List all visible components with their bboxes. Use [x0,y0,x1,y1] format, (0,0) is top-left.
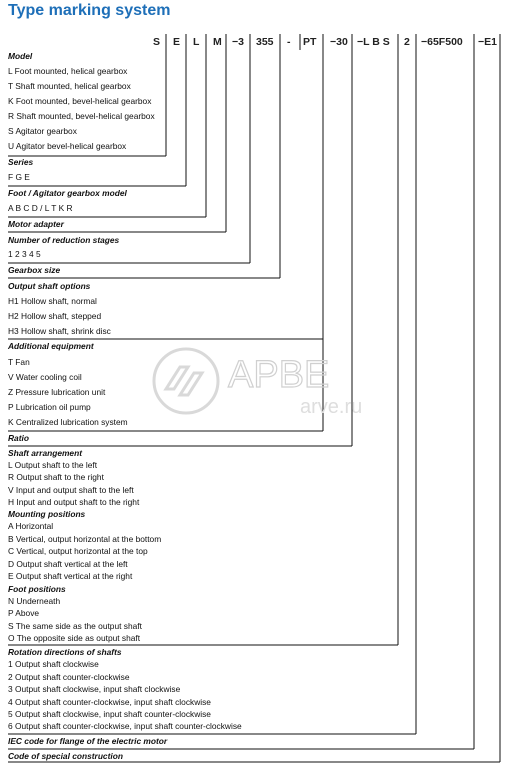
motor-adapter-heading: Motor adapter [8,219,64,229]
equipment-heading: Additional equipment [8,341,94,351]
rotation-item: 5 Output shaft clockwise, input shaft counter-clockwise [8,709,211,719]
model-heading: Model [8,51,33,61]
code-part-s: S [153,36,161,48]
ratio-heading: Ratio [8,433,29,443]
shaft-arrangement-heading: Shaft arrangement [8,448,82,458]
model-item: S Agitator gearbox [8,126,77,136]
shaft-arrangement-item: H Input and output shaft to the right [8,497,140,507]
output-shaft-heading: Output shaft options [8,281,91,291]
equipment-item: V Water cooling coil [8,372,82,382]
rotation-item: 2 Output shaft counter-clockwise [8,672,130,682]
stages-item: 1 2 3 4 5 [8,249,41,259]
foot-positions-item: S The same side as the output shaft [8,621,142,631]
mounting-heading: Mounting positions [8,509,86,519]
iec-heading: IEC code for flange of the electric motor [8,736,168,746]
equipment-item: K Centralized lubrication system [8,417,128,427]
stages-heading: Number of reduction stages [8,235,120,245]
output-shaft-item: H1 Hollow shaft, normal [8,296,97,306]
equipment-item: Z Pressure lubrication unit [8,387,106,397]
foot-model-item: A B C D / L T K R [8,203,73,213]
model-item: T Shaft mounted, helical gearbox [8,81,131,91]
code-part-ratio: −30 [330,36,348,48]
shaft-arrangement-item: R Output shaft to the right [8,472,104,482]
shaft-arrangement-item: L Output shaft to the left [8,460,98,470]
model-item: K Foot mounted, bevel-helical gearbox [8,96,152,106]
mounting-item: A Horizontal [8,521,54,531]
series-heading: Series [8,157,34,167]
output-shaft-item: H2 Hollow shaft, stepped [8,311,102,321]
watermark-logo [150,345,390,425]
foot-positions-heading: Foot positions [8,584,66,594]
shaft-arrangement-item: V Input and output shaft to the left [8,485,134,495]
watermark-brand: АРВЕ [228,354,330,396]
rotation-item: 4 Output shaft counter-clockwise, input shaft clockwise [8,697,211,707]
foot-positions-item: N Underneath [8,596,61,606]
rotation-item: 3 Output shaft clockwise, input shaft clockwise [8,684,181,694]
mounting-item: B Vertical, output horizontal at the bottom [8,534,162,544]
rotation-item: 1 Output shaft clockwise [8,659,99,669]
code-part-m: M [213,36,222,48]
code-part-size: 355 [256,36,274,48]
code-part-iec: −65F500 [421,36,463,48]
model-item: U Agitator bevel-helical gearbox [8,141,127,151]
output-shaft-item: H3 Hollow shaft, shrink disc [8,326,111,336]
code-part-special: −E1 [478,36,497,48]
code-part-rotation: 2 [404,36,410,48]
foot-positions-item: P Above [8,608,40,618]
rotation-heading: Rotation directions of shafts [8,647,122,657]
rotation-item: 6 Output shaft counter-clockwise, input shaft counter-clockwise [8,721,242,731]
equipment-item: P Lubrication oil pump [8,402,91,412]
page-title: Type marking system [8,2,171,19]
gearbox-size-heading: Gearbox size [8,265,61,275]
mounting-item: D Output shaft vertical at the left [8,559,128,569]
code-part-stages: −3 [232,36,244,48]
series-item: F G E [8,172,30,182]
watermark-url: arve.ru [300,396,363,418]
code-part-l: L [193,36,200,48]
foot-positions-item: O The opposite side as output shaft [8,633,141,643]
model-item: R Shaft mounted, bevel-helical gearbox [8,111,155,121]
special-heading: Code of special construction [8,751,123,761]
code-part-arrangement: −L B S [357,36,390,48]
equipment-item: T Fan [8,357,30,367]
code-part-dash: - [287,36,291,48]
foot-model-heading: Foot / Agitator gearbox model [8,188,127,198]
code-part-e: E [173,36,181,48]
mounting-item: C Vertical, output horizontal at the top [8,546,148,556]
code-part-shaft: PT [303,36,317,48]
model-item: L Foot mounted, helical gearbox [8,66,128,76]
mounting-item: E Output shaft vertical at the right [8,571,133,581]
